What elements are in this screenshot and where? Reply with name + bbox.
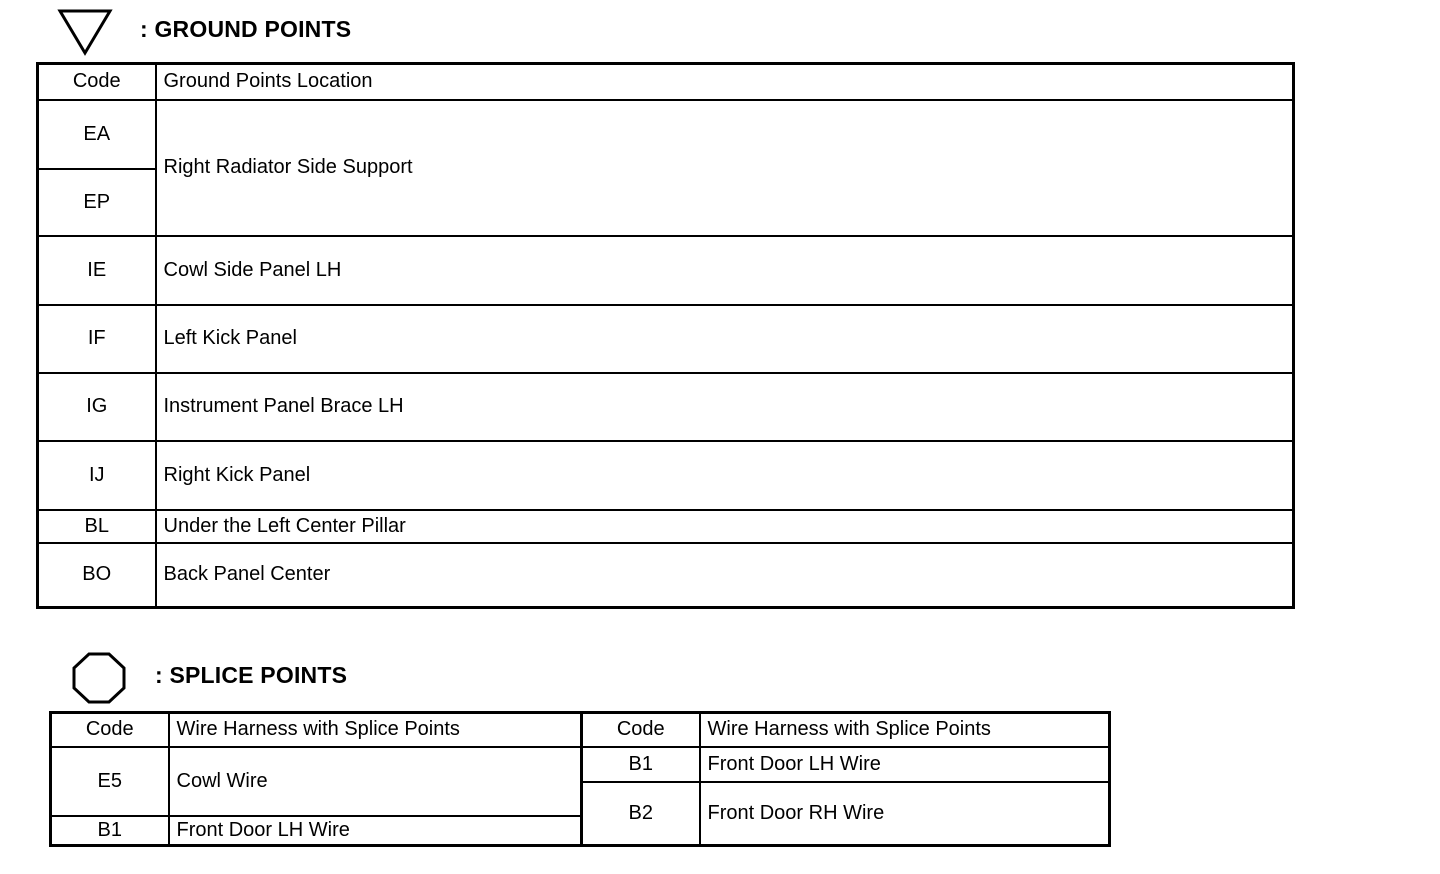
ground-location: Cowl Side Panel LH (156, 236, 1294, 305)
ground-code: EA (38, 100, 156, 169)
ground-header-row (38, 64, 1294, 100)
table-row (38, 543, 1294, 608)
ground-points-table (36, 62, 1295, 609)
splice-harness-header: Wire Harness with Splice Points (169, 713, 582, 747)
splice-code: B2 (582, 782, 700, 846)
splice-harness: Cowl Wire (169, 747, 582, 816)
table-row (51, 747, 1110, 782)
ground-code: IG (38, 373, 156, 441)
ground-code: BO (38, 543, 156, 608)
ground-points-title: : GROUND POINTS (140, 16, 352, 42)
splice-harness: Front Door LH Wire (700, 747, 1110, 782)
splice-code: B1 (582, 747, 700, 782)
splice-points-title: : SPLICE POINTS (155, 662, 348, 688)
splice-points-table (49, 711, 1111, 847)
ground-code: IJ (38, 441, 156, 510)
ground-location: Left Kick Panel (156, 305, 1294, 373)
ground-location: Right Radiator Side Support (156, 100, 1294, 236)
splice-harness-header: Wire Harness with Splice Points (700, 713, 1110, 747)
ground-location: Right Kick Panel (156, 441, 1294, 510)
ground-code: BL (38, 510, 156, 543)
ground-code-header: Code (38, 64, 156, 100)
table-row (38, 510, 1294, 543)
ground-code: IE (38, 236, 156, 305)
ground-location: Under the Left Center Pillar (156, 510, 1294, 543)
octagon-icon (72, 652, 126, 704)
splice-code-header: Code (582, 713, 700, 747)
table-row (38, 373, 1294, 441)
table-row (38, 100, 1294, 169)
table-row (38, 441, 1294, 510)
ground-code: EP (38, 169, 156, 236)
table-row (38, 236, 1294, 305)
ground-location-header: Ground Points Location (156, 64, 1294, 100)
ground-location: Back Panel Center (156, 543, 1294, 608)
ground-location: Instrument Panel Brace LH (156, 373, 1294, 441)
splice-code-header: Code (51, 713, 169, 747)
splice-code: E5 (51, 747, 169, 816)
splice-code: B1 (51, 816, 169, 846)
splice-harness: Front Door RH Wire (700, 782, 1110, 846)
splice-harness: Front Door LH Wire (169, 816, 582, 846)
splice-header-row (51, 713, 1110, 747)
table-row (38, 305, 1294, 373)
down-triangle-icon (57, 8, 113, 56)
ground-code: IF (38, 305, 156, 373)
